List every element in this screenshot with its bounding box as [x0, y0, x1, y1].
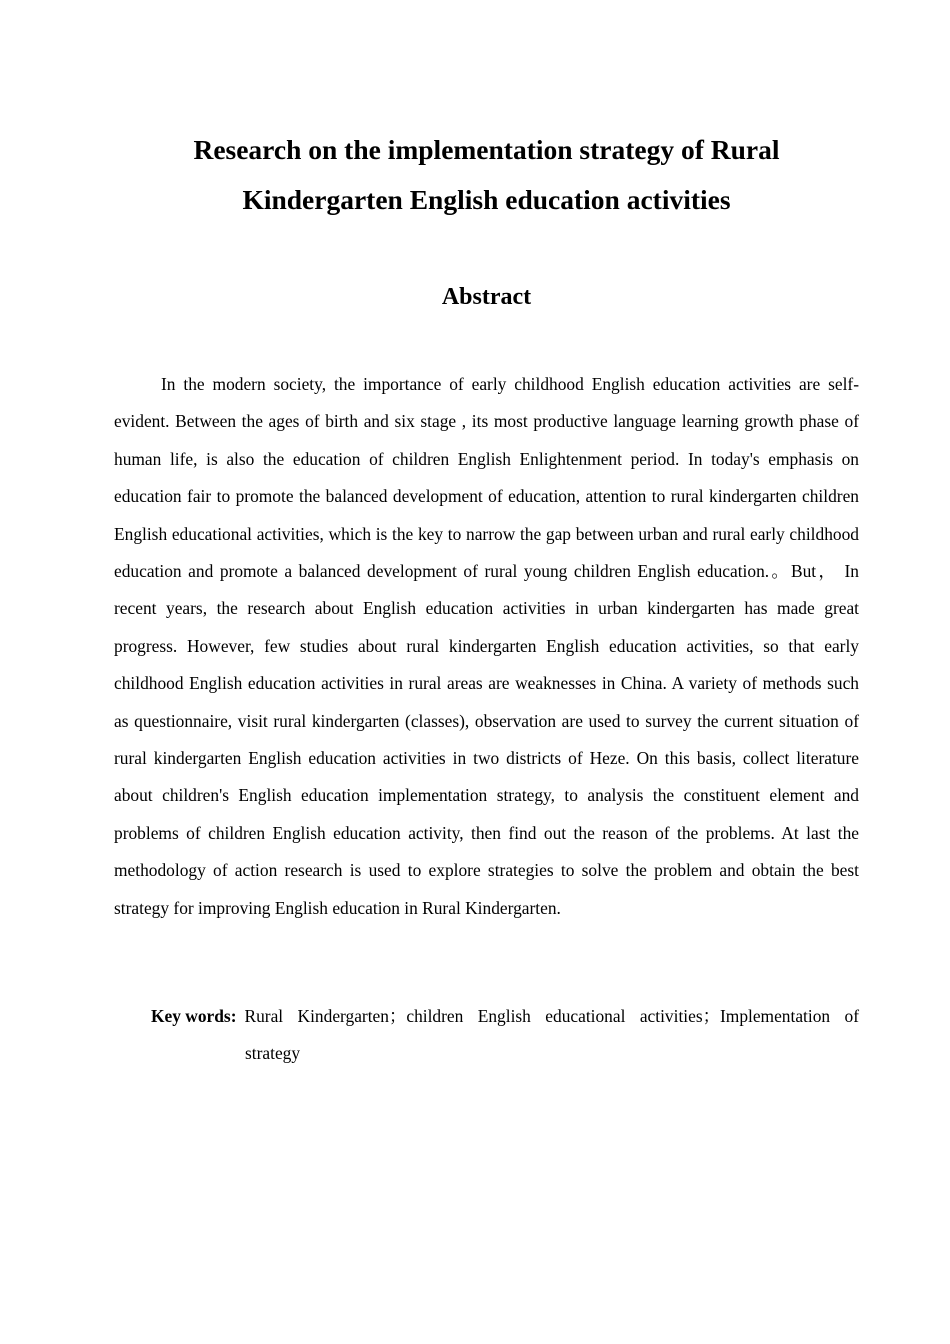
keywords-label: Key words: — [151, 1006, 237, 1026]
paper-title — [114, 125, 859, 225]
keywords-section — [151, 998, 859, 1073]
paper-title-line-2: Kindergarten English education activities — [242, 184, 731, 215]
keywords-text-line-2: strategy — [245, 1043, 301, 1064]
keywords-row — [151, 998, 859, 1035]
abstract-heading: Abstract — [441, 284, 532, 310]
abstract-body: In the modern society, the importance of early childhood English education activities are self-evident. Between the ages of birth and six stage , its most productive language learning growth phase of human life, is also the education of children English Enlightenment period. In today's emphasis on education fair to promote the balanced development of education, attention to rural kindergarten children English educational activities, which is the key to narrow the gap between urban and rural early childhood education and promote a balanced development of rural young children English education.。But， In recent years, the research about English education activities in urban kindergarten has made great progress. However, few studies about rural kindergarten English education activities, so that early childhood English education activities in rural areas are weaknesses in China. A variety of methods such as questionnaire, visit rural kindergarten (classes), observation are used to survey the current situation of rural kindergarten English education activities in two districts of Heze. On this basis, collect literature about children's English education implementation strategy, to analysis the constituent element and problems of children English education activity, then find out the reason of the problems. At last the methodology of action research is used to explore strategies to solve the problem and obtain the best strategy for improving English education in Rural Kindergarten. — [114, 374, 859, 918]
keywords-text-line-1: Rural Kindergarten；children English educational activities；Implementation of — [244, 1006, 859, 1026]
paper-title-line-1: Research on the implementation strategy of Rural — [193, 134, 780, 165]
